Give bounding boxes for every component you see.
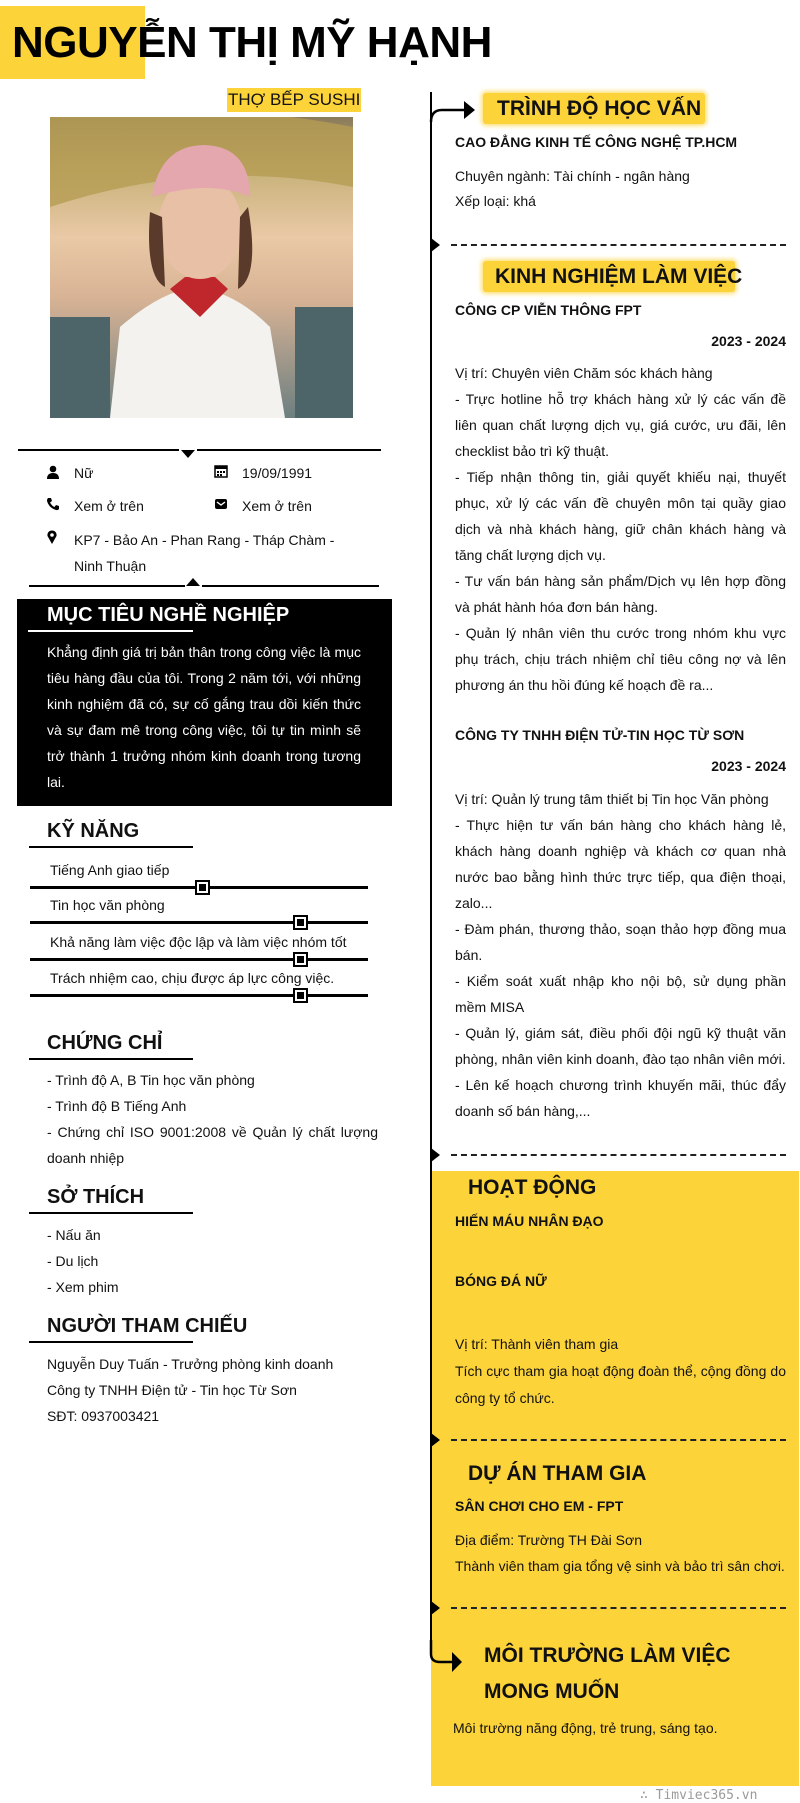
skill-level-bar xyxy=(30,994,368,997)
profile-photo xyxy=(50,117,353,418)
section-title: CHỨNG CHỈ xyxy=(47,1032,163,1054)
phone-value: Xem ở trên xyxy=(74,498,144,514)
section-title: SỞ THÍCH xyxy=(47,1186,145,1208)
phone-icon xyxy=(46,497,60,511)
skill-level-knob xyxy=(197,882,208,893)
hobbies-list xyxy=(47,1222,378,1300)
project-location: Địa điểm: Trường TH Đài Sơn xyxy=(455,1532,642,1548)
user-icon xyxy=(46,465,60,479)
skill-label: Tin học văn phòng xyxy=(50,897,165,913)
list-item: - Trình độ B Tiếng Anh xyxy=(47,1098,187,1114)
section-title: MỤC TIÊU NGHỀ NGHIỆP xyxy=(47,604,290,626)
title-underline xyxy=(29,1058,193,1060)
skill-level-bar xyxy=(30,958,368,961)
section-title: KỸ NĂNG xyxy=(47,820,140,842)
timeline-marker xyxy=(431,1148,440,1162)
job-description: Vị trí: Quản lý trung tâm thiết bị Tin học Văn phòng - Thực hiện tư vấn bán hàng cho khách hàng lẻ, khách hàng doanh nghiệp và khách cơ quan nhà nước bao bằng hình thức trực tiếp, qua điện thoại, zalo... - Đàm phán, thương thảo, soạn thảo hợp đồng mua bán. - Kiểm soát xuất nhập kho nội bộ, sử dụng phần mềm MISA - Quản lý, giám sát, điều phối đội ngũ kỹ thuật văn phòng, nhân viên kinh doanh, đào tạo nhân viên mới. - Lên kế hoạch chương trình khuyến mãi, thúc đẩy doanh số bán hàng,... xyxy=(455,791,786,1119)
skill-level-knob xyxy=(295,917,306,928)
title-underline xyxy=(29,1341,193,1343)
major: Chuyên ngành: Tài chính - ngân hàng xyxy=(455,168,690,184)
school-name: CAO ĐẲNG KINH TẾ CÔNG NGHỆ TP.HCM xyxy=(455,134,738,150)
objective-text: Khẳng định giá trị bản thân trong công việc là mục tiêu hàng đầu của tôi. Trong 2 năm tới, với những kinh nghiệm đã có, sự cố gắng trau dồi kiến thức và sự đam mê trong công việc, tôi tự tin mình sẽ trở thành 1 trưởng nhóm kinh doanh trong tương lai. xyxy=(47,644,361,790)
section-title: DỰ ÁN THAM GIA xyxy=(468,1462,647,1485)
skill-label: Tiếng Anh giao tiếp xyxy=(50,862,170,878)
grade: Xếp loại: khá xyxy=(455,193,536,209)
address-line-2: Ninh Thuận xyxy=(74,558,147,574)
map-marker-icon xyxy=(45,530,59,544)
certificates-list xyxy=(47,1067,378,1171)
divider xyxy=(18,449,179,451)
skill-level-bar xyxy=(30,921,368,924)
arrow-right-icon xyxy=(428,1640,468,1676)
section-title: MÔI TRƯỜNG LÀM VIỆC MONG MUỐN xyxy=(484,1644,731,1703)
section-title: HOẠT ĐỘNG xyxy=(468,1176,597,1199)
birthday-value: 19/09/1991 xyxy=(242,465,313,481)
skill-level-knob xyxy=(295,990,306,1001)
job-description: Vị trí: Chuyên viên Chăm sóc khách hàng - Trực hotline hỗ trợ khách hàng xử lý các vấn đề liên quan chất lượng dịch vụ, giá cước, ưu đãi, lên checklist bảo trì kỹ thuật. - Tiếp nhận thông tin, giải quyết khiếu nại, thuyết phục, xử lý các vấn đề chuyên môn tại quầy giao dịch và nhà khách hàng, giữ chân khách hàng và tăng chất lượng dịch vụ. - Tư vấn bán hàng sản phẩm/Dịch vụ lên hợp đồng và phát hành hóa đơn bán hàng. - Quản lý nhân viên thu cước trong nhóm khu vực phụ trách, chịu trách nhiệm chỉ tiêu công nợ và lên phương án thu hồi đúng kế hoạch đề ra... xyxy=(455,365,786,693)
references-list xyxy=(47,1351,378,1429)
watermark: ∴ Timviec365.vn xyxy=(640,1788,758,1803)
activity-name: HIẾN MÁU NHÂN ĐẠO xyxy=(455,1213,604,1229)
list-item: - Trình độ A, B Tin học văn phòng xyxy=(47,1072,255,1088)
company-name: CÔNG TY TNHH ĐIỆN TỬ-TIN HỌC TỪ SƠN xyxy=(455,727,745,743)
project-description: Thành viên tham gia tổng vệ sinh và bảo trì sân chơi. xyxy=(455,1558,785,1574)
job-period: 2023 - 2024 xyxy=(711,758,786,774)
title-underline xyxy=(28,630,193,632)
timeline-line xyxy=(430,92,432,1650)
triangle-down-icon xyxy=(181,450,195,458)
dashed-divider xyxy=(451,1439,786,1441)
list-item: - Xem phim xyxy=(47,1279,119,1295)
triangle-up-icon xyxy=(186,578,200,586)
title-underline xyxy=(29,1212,193,1214)
activity-name: BÓNG ĐÁ NỮ xyxy=(455,1273,547,1289)
address-line-1: KP7 - Bảo An - Phan Rang - Tháp Chàm - xyxy=(74,532,335,548)
skill-label: Trách nhiệm cao, chịu được áp lực công việc. xyxy=(50,970,335,986)
list-item: Công ty TNHH Điện tử - Tin học Từ Sơn xyxy=(47,1382,297,1398)
calendar-icon xyxy=(214,464,228,478)
list-item: - Du lịch xyxy=(47,1253,99,1269)
list-item: - Chứng chỉ ISO 9001:2008 về Quản lý chất lượng doanh nhiệp xyxy=(47,1124,378,1166)
title-underline xyxy=(29,846,193,848)
timeline-marker xyxy=(431,1601,440,1615)
list-item: SĐT: 0937003421 xyxy=(47,1408,160,1424)
list-item: Nguyễn Duy Tuấn - Trưởng phòng kinh doanh xyxy=(47,1356,334,1372)
divider xyxy=(197,449,381,451)
list-item: - Nấu ăn xyxy=(47,1227,101,1243)
section-title: KINH NGHIỆM LÀM VIỆC xyxy=(495,265,743,288)
job-period: 2023 - 2024 xyxy=(711,333,786,349)
candidate-name: NGUYỄN THỊ MỸ HẠNH xyxy=(12,18,492,67)
email-value: Xem ở trên xyxy=(242,498,312,514)
dashed-divider xyxy=(451,1607,786,1609)
environment-text: Môi trường năng động, trẻ trung, sáng tạo. xyxy=(453,1720,718,1736)
section-title: NGƯỜI THAM CHIẾU xyxy=(47,1315,248,1337)
dashed-divider xyxy=(451,244,786,246)
project-name: SÂN CHƠI CHO EM - FPT xyxy=(455,1498,624,1514)
timeline-marker xyxy=(431,1433,440,1447)
activity-role: Vị trí: Thành viên tham gia xyxy=(455,1336,619,1352)
skill-label: Khả năng làm việc độc lập và làm việc nhóm tốt xyxy=(50,934,347,950)
timeline-marker xyxy=(431,238,440,252)
company-name: CÔNG CP VIỄN THÔNG FPT xyxy=(455,302,642,318)
job-title: THỢ BẾP SUSHI xyxy=(227,88,361,112)
dashed-divider xyxy=(451,1154,786,1156)
skill-level-knob xyxy=(295,954,306,965)
section-title: TRÌNH ĐỘ HỌC VẤN xyxy=(497,97,702,120)
arrow-right-icon xyxy=(428,98,478,124)
gender-value: Nữ xyxy=(74,465,94,481)
envelope-icon xyxy=(214,497,228,511)
divider xyxy=(29,585,185,587)
career-objective-section xyxy=(17,599,392,806)
divider xyxy=(202,585,379,587)
activity-description: Tích cực tham gia hoạt động đoàn thể, cộng đồng do công ty tổ chức. xyxy=(455,1363,786,1406)
